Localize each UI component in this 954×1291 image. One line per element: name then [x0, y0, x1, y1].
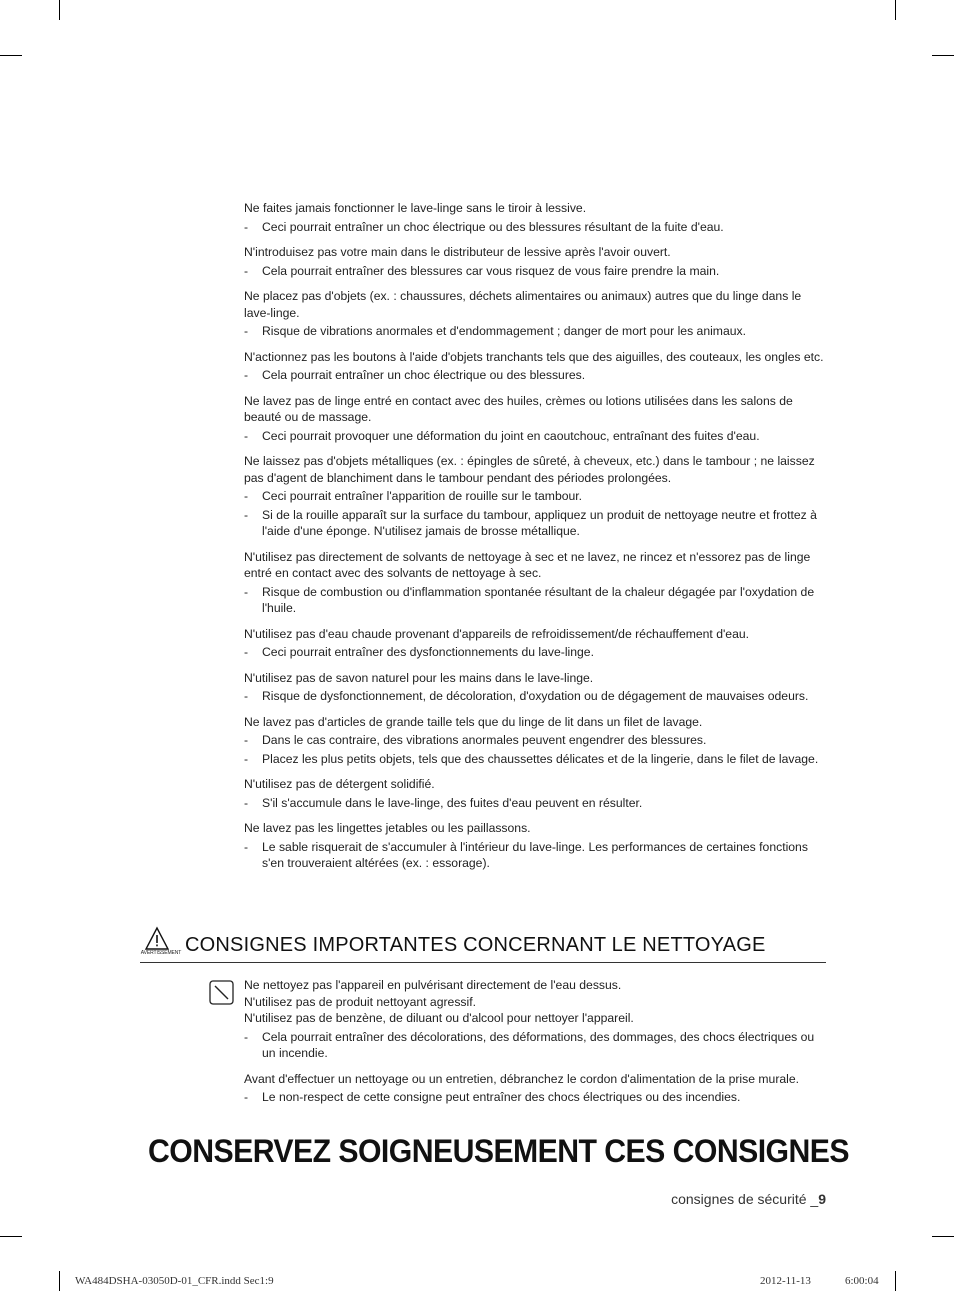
bullet-item	[244, 644, 828, 661]
bullet-dash: -	[244, 428, 249, 443]
safety-item	[244, 714, 828, 768]
bullet-dash: -	[244, 733, 249, 747]
section-heading	[140, 922, 826, 963]
safety-item	[244, 549, 828, 617]
safety-item	[244, 670, 828, 705]
safety-item	[244, 244, 828, 279]
safety-item	[244, 820, 828, 872]
bullet-dash: -	[244, 324, 249, 338]
page-footer	[671, 1191, 826, 1207]
safety-item-text: N'actionnez pas les boutons à l'aide d'objets tranchants tels que des aiguilles, des couteaux, les ongles etc.	[244, 349, 824, 364]
bullet-item	[244, 323, 828, 340]
safety-item-text: Ne lavez pas de linge entré en contact avec des huiles, crèmes ou lotions utilisées dans les salons de beauté ou de massage.	[244, 393, 793, 424]
crop-mark	[0, 1236, 22, 1237]
warning-label: AVERTISSEMENT	[140, 950, 182, 956]
safety-item	[244, 453, 828, 540]
bullet-text: Ceci pourrait entraîner l'apparition de rouille sur le tambour.	[262, 489, 583, 503]
bullet-item	[244, 488, 828, 505]
bullet-item	[244, 839, 828, 872]
safety-item	[244, 349, 828, 384]
bullet-dash: -	[244, 1029, 249, 1044]
safety-item	[244, 626, 828, 661]
safety-item-text: N'utilisez pas de savon naturel pour les mains dans le lave-linge.	[244, 670, 594, 685]
bullet-text: Risque de vibrations anormales et d'endommagement ; danger de mort pour les animaux.	[262, 324, 746, 338]
print-time: 6:00:04	[845, 1275, 879, 1287]
safety-item-text: Ne lavez pas les lingettes jetables ou les paillassons.	[244, 821, 531, 835]
bullet-dash: -	[244, 645, 249, 659]
bullet-text: Le sable risquerait de s'accumuler à l'intérieur du lave-linge. Les performances de certaines fonctions s'en trouveraient altérées (ex. : essorage).	[262, 839, 808, 870]
safety-item-text: N'utilisez pas directement de solvants de nettoyage à sec et ne lavez, ne rincez et n'essorez pas de linge entré en contact avec des solvants de nettoyage à sec.	[244, 549, 811, 580]
bullet-text: Cela pourrait entraîner des blessures car vous risquez de vous faire prendre la main.	[262, 263, 720, 278]
page-number: 9	[818, 1191, 826, 1207]
safety-item-text: Ne faites jamais fonctionner le lave-linge sans le tiroir à lessive.	[244, 201, 587, 215]
bullet-item	[244, 795, 828, 812]
bullet-item	[244, 584, 828, 617]
bullet-text: Ceci pourrait provoquer une déformation du joint en caoutchouc, entraînant des fuites d'eau.	[262, 428, 760, 443]
bullet-text: Si de la rouille apparaît sur la surface du tambour, appliquez un produit de nettoyage neutre et frottez à l'aide d'une éponge. N'utilisez jamais de brosse métallique.	[262, 507, 817, 538]
cleaning-instructions-list	[244, 977, 828, 1115]
bullet-text: S'il s'accumule dans le lave-linge, des fuites d'eau peuvent en résulter.	[262, 795, 643, 810]
cleaning-item	[244, 1071, 828, 1106]
bullet-text: Ceci pourrait entraîner des dysfonctionnements du lave-linge.	[262, 645, 594, 659]
bullet-item	[244, 219, 828, 236]
safety-item	[244, 200, 828, 235]
safety-item	[244, 288, 828, 340]
cleaning-item	[244, 977, 828, 1062]
cleaning-item-text: N'utilisez pas de produit nettoyant agressif.	[244, 994, 476, 1009]
crop-mark	[895, 1271, 896, 1291]
print-file-info: WA484DSHA-03050D-01_CFR.indd Sec1:9	[75, 1275, 274, 1287]
safety-item	[244, 776, 828, 811]
bullet-dash: -	[244, 368, 249, 382]
bullet-text: Ceci pourrait entraîner un choc électrique ou des blessures résultant de la fuite d'eau.	[262, 219, 724, 234]
bullet-item	[244, 428, 828, 445]
safety-item-text: N'utilisez pas d'eau chaude provenant d'appareils de refroidissement/de réchauffement d'eau.	[244, 626, 750, 641]
bullet-item	[244, 751, 828, 768]
cleaning-item-text: Ne nettoyez pas l'appareil en pulvérisant directement de l'eau dessus.	[244, 978, 622, 992]
bullet-dash: -	[244, 507, 249, 522]
safety-item-text: Ne placez pas d'objets (ex. : chaussures, déchets alimentaires ou animaux) autres que du linge dans le lave-linge.	[244, 289, 802, 320]
cleaning-item-text: N'utilisez pas de benzène, de diluant ou d'alcool pour nettoyer l'appareil.	[244, 1011, 634, 1025]
safety-item-text: N'utilisez pas de détergent solidifié.	[244, 777, 435, 791]
bullet-item	[244, 263, 828, 280]
bullet-dash: -	[244, 263, 249, 278]
print-date: 2012-11-13	[760, 1275, 811, 1287]
bullet-item	[244, 507, 828, 540]
safety-instructions-list	[244, 200, 828, 881]
bullet-item	[244, 688, 828, 705]
bullet-dash: -	[244, 795, 249, 810]
bullet-item	[244, 1089, 828, 1106]
prohibition-icon	[209, 980, 234, 1005]
bullet-text: Cela pourrait entraîner des décolorations, des déformations, des dommages, des chocs électriques ou un incendie.	[262, 1029, 815, 1060]
bullet-text: Le non-respect de cette consigne peut entraîner des chocs électriques ou des incendies.	[262, 1090, 741, 1104]
bullet-dash: -	[244, 1090, 249, 1104]
bullet-dash: -	[244, 489, 249, 503]
bullet-text: Risque de combustion ou d'inflammation spontanée résultant de la chaleur dégagée par l'oxydation de l'huile.	[262, 584, 815, 615]
page-main-title: CONSERVEZ SOIGNEUSEMENT CES CONSIGNES	[148, 1133, 849, 1169]
bullet-item	[244, 732, 828, 749]
crop-mark	[59, 0, 60, 20]
crop-mark	[932, 55, 954, 56]
safety-item	[244, 393, 828, 445]
section-title: CONSIGNES IMPORTANTES CONCERNANT LE NETTOYAGE	[185, 934, 766, 956]
bullet-text: Dans le cas contraire, des vibrations anormales peuvent engendrer des blessures.	[262, 733, 707, 747]
bullet-dash: -	[244, 584, 249, 599]
bullet-dash: -	[244, 751, 249, 766]
footer-label: consignes de sécurité _	[671, 1191, 819, 1207]
cleaning-item-text: Avant d'effectuer un nettoyage ou un entretien, débranchez le cordon d'alimentation de la prise murale.	[244, 1071, 800, 1086]
crop-mark	[932, 1236, 954, 1237]
bullet-item	[244, 1029, 828, 1062]
bullet-item	[244, 367, 828, 384]
bullet-text: Placez les plus petits objets, tels que des chaussettes délicates et de la lingerie, dans le filet de lavage.	[262, 751, 819, 766]
bullet-dash: -	[244, 839, 249, 854]
crop-mark	[59, 1271, 60, 1291]
bullet-text: Risque de dysfonctionnement, de décoloration, d'oxydation ou de dégagement de mauvaises odeurs.	[262, 689, 809, 703]
crop-mark	[895, 0, 896, 20]
bullet-dash: -	[244, 219, 249, 234]
safety-item-text: Ne lavez pas d'articles de grande taille tels que du linge de lit dans un filet de lavage.	[244, 714, 703, 729]
bullet-dash: -	[244, 689, 249, 703]
safety-item-text: N'introduisez pas votre main dans le distributeur de lessive après l'avoir ouvert.	[244, 245, 671, 259]
safety-item-text: Ne laissez pas d'objets métalliques (ex. : épingles de sûreté, à cheveux, etc.) dans le tambour ; ne laissez pas d'agent de blanchiment dans le tambour pendant des périodes prolongées.	[244, 454, 815, 485]
bullet-text: Cela pourrait entraîner un choc électrique ou des blessures.	[262, 368, 586, 382]
crop-mark	[0, 55, 22, 56]
